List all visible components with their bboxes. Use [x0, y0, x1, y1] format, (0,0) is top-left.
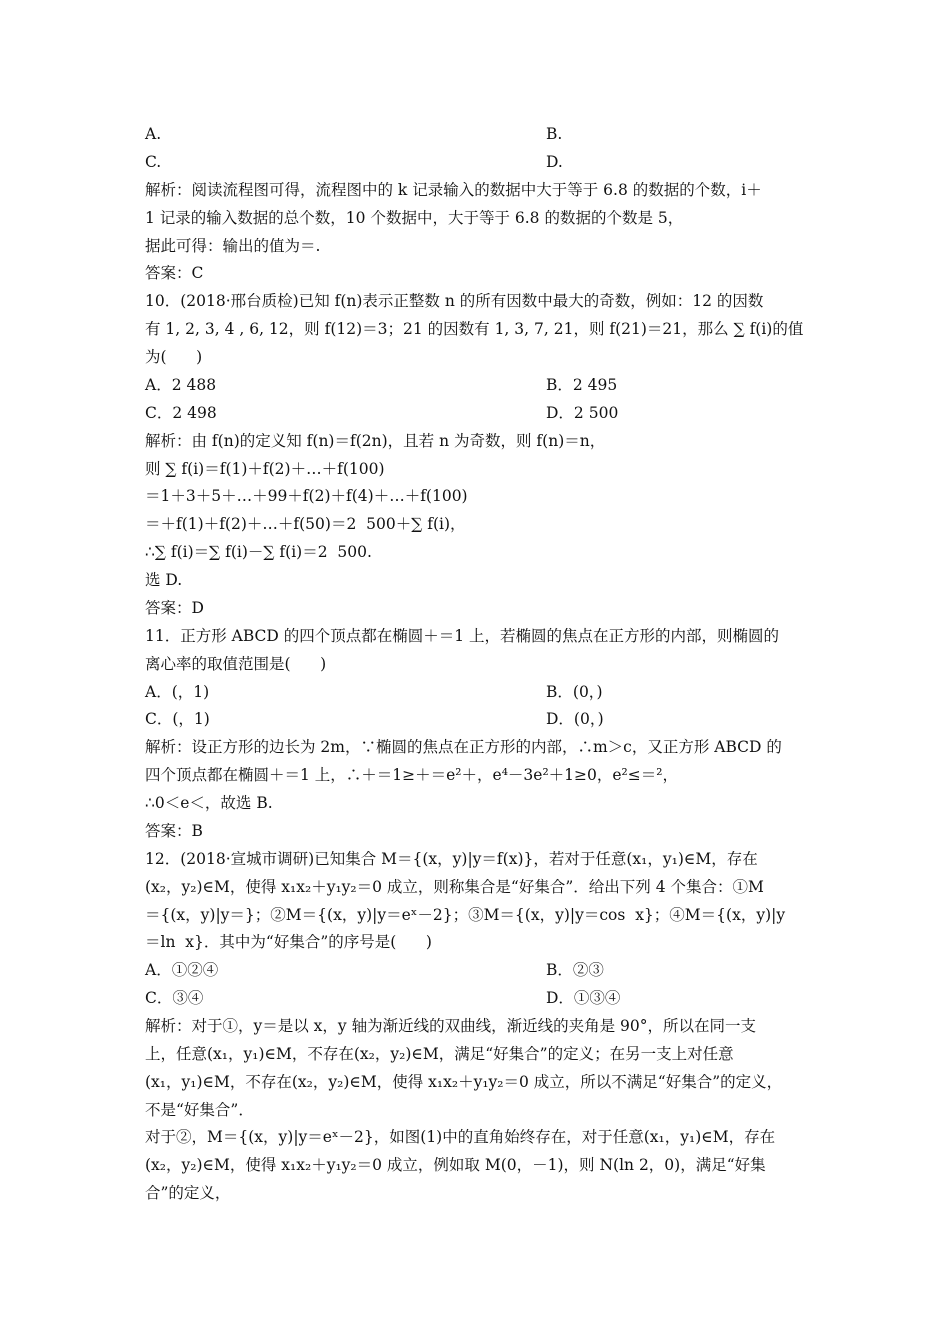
text-line: 对于②，M＝{(x，y)|y＝eˣ－2}，如图(1)中的直角始终存在，对于任意(x₁，y₁)∈M，存在 [145, 1128, 776, 1146]
question-12-text: 12．(2018·宣城市调研)已知集合 M＝{(x，y)|y＝f(x)}，若对于任意(x₁，y₁)∈M，存在 [145, 850, 758, 868]
option-a-q11: A．(，1) [145, 683, 210, 701]
option-c-q10: C．2 498 [145, 404, 217, 422]
text-line: 解析：设正方形的边长为 2m，∵椭圆的焦点在正方形的内部，∴m＞c，又正方形 ABCD 的 [145, 738, 782, 756]
option-b-q12: B．②③ [546, 961, 604, 979]
text-line: 四个顶点都在椭圆＋＝1 上，∴＋＝1≥＋＝e²＋，e⁴－3e²＋1≥0，e²≤＝²， [145, 766, 678, 784]
option-d-q11: D．(0，) [546, 710, 604, 728]
option-c-q9: C. [145, 153, 162, 171]
question-12-text: ＝{(x，y)|y＝}；②M＝{(x，y)|y＝eˣ－2}；③M＝{(x，y)|y＝cos x}；④M＝{(x，y)|y [145, 906, 786, 924]
text-line: 选 D. [145, 571, 183, 589]
answer-line: 答案：C [145, 264, 204, 282]
option-d-q12: D．①③④ [546, 989, 621, 1007]
question-10-text: 为( ) [145, 348, 203, 366]
text-line: 合”的定义， [145, 1184, 231, 1202]
text-line: 解析：阅读流程图可得，流程图中的 k 记录输入的数据中大于等于 6.8 的数据的个数，i＋ [145, 181, 762, 199]
text-line: 则 ∑ f(i)＝f(1)＋f(2)＋…＋f(100) [145, 460, 385, 478]
question-12-text: (x₂，y₂)∈M，使得 x₁x₂＋y₁y₂＝0 成立，则称集合是“好集合”．给出下列 4 个集合：①M [145, 878, 764, 896]
option-a-q9: A. [145, 125, 162, 143]
option-b-q10: B．2 495 [546, 376, 618, 394]
option-b-q11: B．(0，) [546, 683, 603, 701]
text-line: 解析：对于①，y＝是以 x，y 轴为渐近线的双曲线，渐近线的夹角是 90°，所以在同一支 [145, 1017, 757, 1035]
text-line: 1 记录的输入数据的总个数，10 个数据中，大于等于 6.8 的数据的个数是 5， [145, 209, 684, 227]
text-line: 上，任意(x₁，y₁)∈M，不存在(x₂，y₂)∈M，满足“好集合”的定义；在另一支上对任意 [145, 1045, 734, 1063]
answer-line: 答案：B [145, 822, 203, 840]
option-c-q12: C．③④ [145, 989, 204, 1007]
option-a-q10: A．2 488 [145, 376, 217, 394]
option-d-q10: D．2 500 [546, 404, 619, 422]
option-b-q9: B. [546, 125, 563, 143]
option-c-q11: C．(，1) [145, 710, 210, 728]
text-line: 解析：由 f(n)的定义知 f(n)＝f(2n)，且若 n 为奇数，则 f(n)＝n， [145, 432, 606, 450]
text-line: 据此可得：输出的值为＝. [145, 237, 321, 255]
option-d-q9: D. [546, 153, 563, 171]
text-line: (x₁，y₁)∈M，不存在(x₂，y₂)∈M，使得 x₁x₂＋y₁y₂＝0 成立，所以不满足“好集合”的定义， [145, 1073, 783, 1091]
text-line: ∴0＜e＜，故选 B. [145, 794, 273, 812]
text-line: (x₂，y₂)∈M，使得 x₁x₂＋y₁y₂＝0 成立，例如取 M(0，－1)，则 N(ln 2，0)，满足“好集 [145, 1156, 766, 1174]
text-line: 不是“好集合”． [145, 1101, 254, 1119]
question-11-text: 11．正方形 ABCD 的四个顶点都在椭圆＋＝1 上，若椭圆的焦点在正方形的内部，则椭圆的 [145, 627, 780, 645]
question-11-text: 离心率的取值范围是( ) [145, 655, 327, 673]
option-a-q12: A．①②④ [145, 961, 219, 979]
text-line: ＝＋f(1)＋f(2)＋…＋f(50)＝2 500＋∑ f(i)， [145, 515, 466, 533]
answer-line: 答案：D [145, 599, 204, 617]
question-10-text: 有 1, 2, 3, 4 , 6, 12，则 f(12)＝3；21 的因数有 1, 3, 7, 21，则 f(21)＝21，那么 ∑ f(i)的值 [145, 320, 804, 338]
text-line: ∴∑ f(i)＝∑ f(i)－∑ f(i)＝2 500. [145, 543, 372, 561]
question-12-text: ＝ln x}．其中为“好集合”的序号是( ) [145, 933, 432, 951]
text-line: ＝1＋3＋5＋…＋99＋f(2)＋f(4)＋…＋f(100) [145, 487, 468, 505]
question-10-text: 10．(2018·邢台质检)已知 f(n)表示正整数 n 的所有因数中最大的奇数，例如：12 的因数 [145, 292, 764, 310]
